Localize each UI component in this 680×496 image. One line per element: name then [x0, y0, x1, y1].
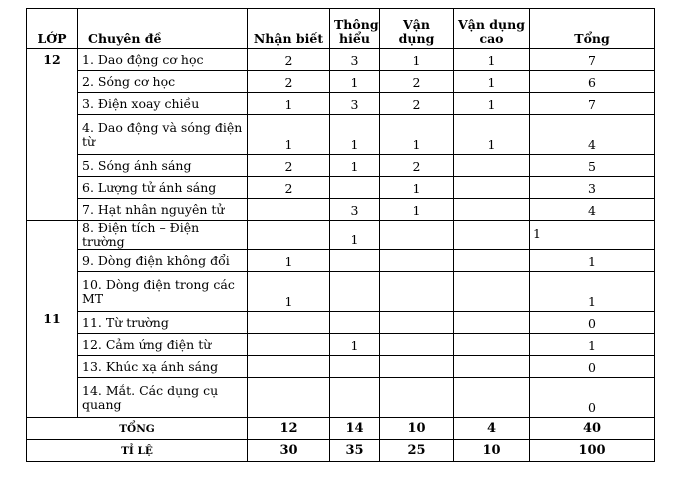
value-cell: 3 [330, 49, 380, 71]
topic-cell: 9. Dòng điện không đổi [78, 250, 248, 272]
ratio-label: TỈ LỆ [27, 440, 248, 462]
total-value: 10 [380, 418, 454, 440]
table-row [27, 378, 655, 418]
table-row [27, 250, 655, 272]
value-cell: 1 [248, 93, 330, 115]
value-cell: 1 [454, 71, 530, 93]
value-cell [248, 334, 330, 356]
table-row [27, 199, 655, 221]
ratio-value: 25 [380, 440, 454, 462]
value-cell [248, 356, 330, 378]
ratio-value: 30 [248, 440, 330, 462]
value-cell [380, 378, 454, 418]
header-lop: LỚP [27, 9, 78, 49]
value-cell [454, 334, 530, 356]
topic-cell: 5. Sóng ánh sáng [78, 155, 248, 177]
value-cell [330, 378, 380, 418]
total-value: 4 [454, 418, 530, 440]
value-cell: 1 [330, 334, 380, 356]
header-tong: Tổng [530, 9, 655, 49]
value-cell: 1 [454, 115, 530, 155]
topic-cell: 3. Điện xoay chiều [78, 93, 248, 115]
value-cell [454, 356, 530, 378]
header-van-dung: Vận dụng [380, 9, 454, 49]
value-cell [248, 312, 330, 334]
total-cell: 7 [530, 49, 655, 71]
value-cell: 2 [248, 49, 330, 71]
value-cell: 2 [380, 71, 454, 93]
value-cell [454, 312, 530, 334]
table-row [27, 356, 655, 378]
value-cell: 1 [330, 221, 380, 250]
total-value: 12 [248, 418, 330, 440]
table-row [27, 49, 655, 71]
total-cell: 7 [530, 93, 655, 115]
total-cell: 1 [530, 334, 655, 356]
value-cell: 2 [380, 93, 454, 115]
value-cell [454, 378, 530, 418]
table-row [27, 334, 655, 356]
value-cell: 2 [248, 177, 330, 199]
topic-cell: 4. Dao động và sóng điện từ [78, 115, 248, 155]
value-cell [330, 356, 380, 378]
value-cell [454, 272, 530, 312]
value-cell [248, 378, 330, 418]
ratio-row [27, 440, 655, 462]
value-cell: 1 [330, 71, 380, 93]
value-cell [454, 221, 530, 250]
value-cell [330, 312, 380, 334]
total-cell: 1 [530, 250, 655, 272]
topic-cell: 14. Mắt. Các dụng cụ quang [78, 378, 248, 418]
total-cell: 1 [530, 272, 655, 312]
total-value: 14 [330, 418, 380, 440]
value-cell [380, 221, 454, 250]
value-cell: 1 [454, 93, 530, 115]
value-cell [330, 272, 380, 312]
value-cell: 1 [248, 272, 330, 312]
total-cell: 0 [530, 378, 655, 418]
topic-cell: 13. Khúc xạ ánh sáng [78, 356, 248, 378]
value-cell: 1 [380, 199, 454, 221]
value-cell [248, 199, 330, 221]
ratio-value: 35 [330, 440, 380, 462]
total-cell: 4 [530, 115, 655, 155]
topic-cell: 10. Dòng điện trong các MT [78, 272, 248, 312]
value-cell [380, 272, 454, 312]
value-cell: 1 [248, 250, 330, 272]
topic-cell: 8. Điện tích – Điện trường [78, 221, 248, 250]
topic-cell: 2. Sóng cơ học [78, 71, 248, 93]
value-cell: 1 [380, 115, 454, 155]
table-row [27, 93, 655, 115]
lop-11-cell: 11 [27, 221, 78, 418]
table-row [27, 221, 655, 250]
total-cell: 1 [530, 221, 655, 250]
value-cell: 1 [380, 177, 454, 199]
ratio-value: 100 [530, 440, 655, 462]
value-cell [248, 221, 330, 250]
header-nhan-biet: Nhận biết [248, 9, 330, 49]
value-cell: 2 [248, 71, 330, 93]
value-cell: 1 [330, 155, 380, 177]
table-row [27, 177, 655, 199]
value-cell [454, 199, 530, 221]
value-cell: 2 [380, 155, 454, 177]
table-row [27, 155, 655, 177]
total-cell: 0 [530, 356, 655, 378]
value-cell [330, 250, 380, 272]
header-van-dung-cao: Vận dụng cao [454, 9, 530, 49]
topic-cell: 12. Cảm ứng điện từ [78, 334, 248, 356]
total-row [27, 418, 655, 440]
total-cell: 5 [530, 155, 655, 177]
value-cell [380, 250, 454, 272]
header-thong-hieu: Thông hiểu [330, 9, 380, 49]
topic-cell: 7. Hạt nhân nguyên tử [78, 199, 248, 221]
value-cell: 2 [248, 155, 330, 177]
table-row [27, 312, 655, 334]
total-cell: 4 [530, 199, 655, 221]
table-row [27, 71, 655, 93]
header-chuyen-de: Chuyên đề [78, 9, 248, 49]
value-cell: 1 [330, 115, 380, 155]
value-cell [454, 250, 530, 272]
table-row [27, 115, 655, 155]
topic-cell: 6. Lượng tử ánh sáng [78, 177, 248, 199]
value-cell: 1 [454, 49, 530, 71]
total-cell: 3 [530, 177, 655, 199]
value-cell [380, 356, 454, 378]
total-value: 40 [530, 418, 655, 440]
value-cell: 3 [330, 93, 380, 115]
value-cell [330, 177, 380, 199]
total-cell: 0 [530, 312, 655, 334]
value-cell: 1 [248, 115, 330, 155]
question-matrix-table [26, 8, 655, 462]
ratio-value: 10 [454, 440, 530, 462]
topic-cell: 11. Từ trường [78, 312, 248, 334]
table-row [27, 272, 655, 312]
lop-12-cell: 12 [27, 49, 78, 221]
value-cell [454, 155, 530, 177]
value-cell: 1 [380, 49, 454, 71]
header-row [27, 9, 655, 49]
value-cell [454, 177, 530, 199]
value-cell: 3 [330, 199, 380, 221]
value-cell [380, 334, 454, 356]
value-cell [380, 312, 454, 334]
total-label: TỔNG [27, 418, 248, 440]
topic-cell: 1. Dao động cơ học [78, 49, 248, 71]
total-cell: 6 [530, 71, 655, 93]
